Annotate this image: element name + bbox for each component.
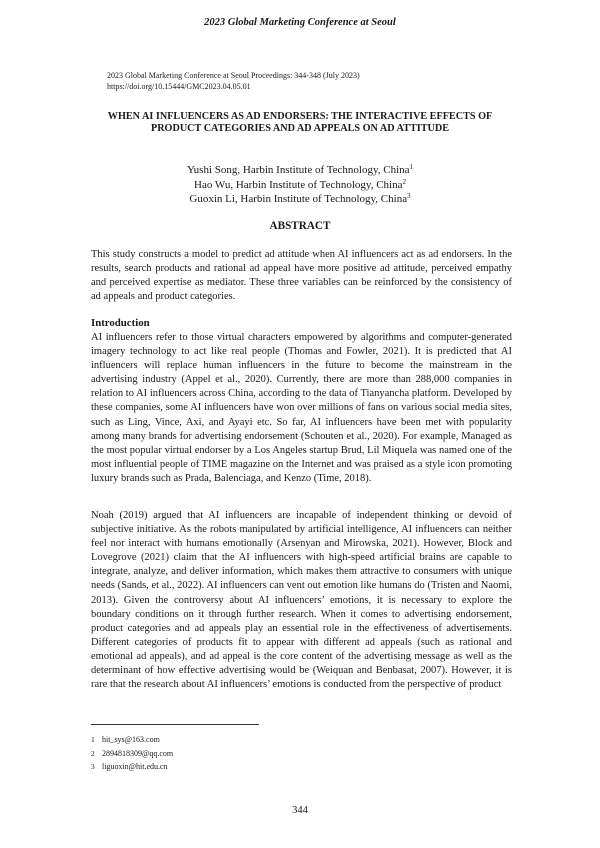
body-paragraph: Noah (2019) argued that AI influencers are incapable of independent thinking or devoid of subjective initiative. As the robots manipulated by artificial intelligence, AI influencers can neither feel nor interact with humans emotionally (Arsenyan and Mirowska, 2021). However, Block and Lovegrove (2021) claim that the AI influencers with high-speed artificial brains are capable to integrate, analyze, and deliver information, which makes them attractive to consumers with unique needs (Sands, et al., 2022). AI influencers can vent out emotion like humans do (Tristen and Naomi, 2013). Given the controversy about AI influencers’ emotions, it is necessary to explore the boundary conditions on it through further research. When it comes to advertising endorsement, product categories and ad appeals play an essential role in the effectiveness of advertisements. Different categories of products fit to appear with different ad appeals (such as rational and emotional ad appeals), and ad appeal is the core content of the advertising message as well as the determinant of how effective advertising would be (Weiquan and Benbasat, 2007). However, it is rare that the research about AI influencers’ emotions is conducted from the perspective of product (91, 510, 512, 691)
paper-title: WHEN AI INFLUENCERS AS AD ENDORSERS: THE INTERACTIVE EFFECTS OF PRODUCT CATEGORIES AND AD APPEALS ON AD ATTITUDE (107, 111, 493, 135)
abstract-heading: ABSTRACT (269, 220, 331, 232)
footnote-separator (91, 724, 259, 725)
footnote-email[interactable]: liguoxin@hit.edu.cn (102, 762, 168, 771)
author-footnote-marker: 2 (402, 177, 406, 186)
footnotes (91, 733, 173, 774)
running-head: 2023 Global Marketing Conference at Seoul (204, 17, 396, 28)
author-name: Guoxin Li, Harbin Institute of Technology, China (189, 193, 408, 205)
author-line (0, 163, 600, 178)
page-number: 344 (292, 805, 308, 816)
footnote-marker: 2 (91, 748, 95, 758)
author-footnote-marker: 3 (407, 192, 411, 200)
footnote-marker: 1 (91, 735, 95, 744)
footnote (91, 760, 173, 774)
author-line (0, 178, 600, 193)
footnote (91, 733, 173, 747)
footnote-email[interactable]: 2894818309@qq.com (102, 748, 174, 758)
author-footnote-marker: 1 (409, 163, 414, 171)
author-line (0, 192, 600, 207)
proceedings-info (107, 71, 360, 92)
doi-link[interactable]: https://doi.org/10.15444/GMC2023.04.05.01 (107, 81, 251, 91)
author-name: Yushi Song, Harbin Institute of Technology, China (186, 164, 410, 176)
body-paragraph: AI influencers refer to those virtual characters empowered by algorithms and computer-generated imagery technology to act like real people (Thomas and Fowler, 2021). It is predicted that AI influencers will replace human influencers in the future to become the mainstream in the advertising industry (Appel et al., 2020). Currently, there are more than 288,000 companies in relation to AI influencers across China, according to the data of Tianyancha platform. Developed by these companies, some AI influencers have won over millions of fans on various social media sites, such as Ling, Vince, Axi, and Ayayi etc. So far, AI influencers have been met with popularity among many brands for advertising endorsement (Schouten et al., 2020). For example, Managed as the most popular virtual endorser by a Los Angeles startup Brud, Lil Miquela was named one of the most influential people of TIME magazine on the Internet and was praised as a style icon promoting luxury brands such as Prada, Balenciaga, and Kenzo (Time, 2018). (91, 332, 512, 484)
footnote-email[interactable]: hit_sys@163.com (102, 735, 160, 744)
author-list (0, 163, 600, 207)
proceedings-citation: 2023 Global Marketing Conference at Seoul Proceedings: 344-348 (July 2023) (107, 71, 360, 80)
abstract-text: This study constructs a model to predict ad attitude when AI influencers act as ad endorsers. In the results, search products and rational ad appeal have more positive ad attitude, perceived empathy and perceived expertise as mediator. These three variables can be reinforced by the consistency of ad appeals and product categories. (91, 249, 512, 303)
footnote-marker: 3 (91, 762, 95, 771)
author-name: Hao Wu, Harbin Institute of Technology, China (194, 178, 403, 191)
section-heading-introduction: Introduction (91, 317, 150, 329)
footnote (91, 747, 173, 761)
